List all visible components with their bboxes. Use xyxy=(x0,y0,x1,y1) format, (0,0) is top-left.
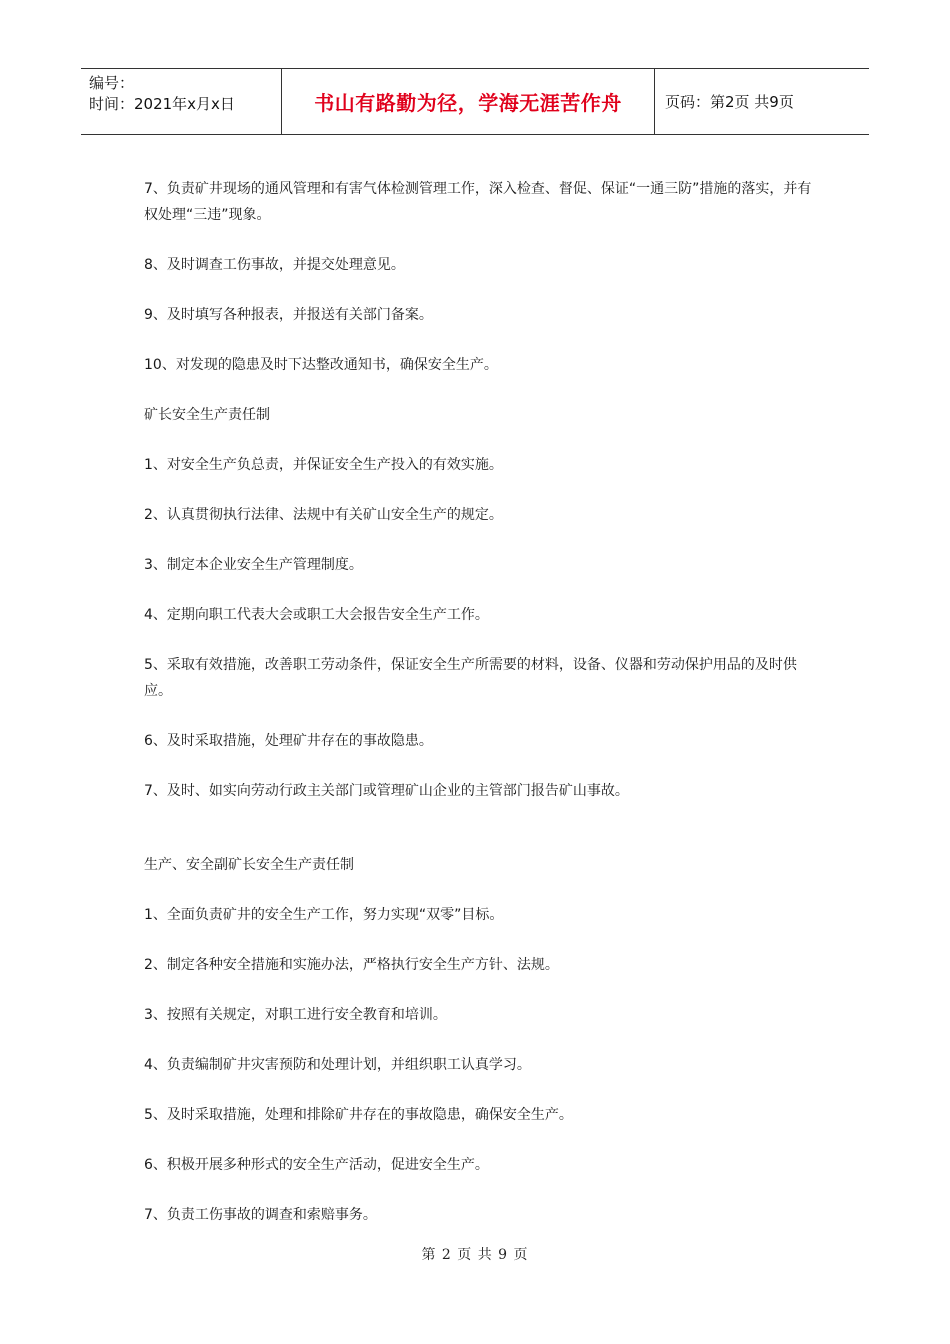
paragraph: 8、及时调查工伤事故，并提交处理意见。 xyxy=(144,257,405,273)
page-header xyxy=(81,68,869,135)
paragraph: 7、负责矿井现场的通风管理和有害气体检测管理工作，深入检查、督促、保证“一通三防”措施的落实，并有权处理“三违”现象。 xyxy=(144,181,812,223)
paragraph: 3、按照有关规定，对职工进行安全教育和培训。 xyxy=(144,1007,447,1023)
section-heading: 生产、安全副矿长安全生产责任制 xyxy=(144,857,354,873)
paragraph: 4、负责编制矿井灾害预防和处理计划，并组织职工认真学习。 xyxy=(144,1057,531,1073)
document-number-label: 编号： xyxy=(89,74,135,92)
header-page-info: 页码：第2页 共9页 xyxy=(665,93,794,111)
header-motto: 书山有路勤为径，学海无涯苦作舟 xyxy=(282,69,655,134)
paragraph: 4、定期向职工代表大会或职工大会报告安全生产工作。 xyxy=(144,607,489,623)
paragraph: 5、采取有效措施，改善职工劳动条件，保证安全生产所需要的材料，设备、仪器和劳动保护用品的及时供应。 xyxy=(144,657,797,699)
paragraph: 7、及时、如实向劳动行政主关部门或管理矿山企业的主管部门报告矿山事故。 xyxy=(144,783,629,799)
page-footer: 第 2 页 共 9 页 xyxy=(421,1247,529,1263)
paragraph: 6、积极开展多种形式的安全生产活动，促进安全生产。 xyxy=(144,1157,489,1173)
section-heading: 矿长安全生产责任制 xyxy=(144,407,270,423)
paragraph: 3、制定本企业安全生产管理制度。 xyxy=(144,557,363,573)
paragraph: 1、全面负责矿井的安全生产工作，努力实现“双零”目标。 xyxy=(144,907,504,923)
paragraph: 9、及时填写各种报表，并报送有关部门备案。 xyxy=(144,307,433,323)
paragraph: 2、认真贯彻执行法律、法规中有关矿山安全生产的规定。 xyxy=(144,507,503,523)
document-time-label: 时间：2021年x月x日 xyxy=(89,95,235,113)
paragraph: 10、对发现的隐患及时下达整改通知书，确保安全生产。 xyxy=(144,357,498,373)
paragraph: 5、及时采取措施，处理和排除矿井存在的事故隐患，确保安全生产。 xyxy=(144,1107,573,1123)
paragraph: 2、制定各种安全措施和实施办法，严格执行安全生产方针、法规。 xyxy=(144,957,559,973)
header-meta xyxy=(81,69,282,134)
paragraph: 6、及时采取措施，处理矿井存在的事故隐患。 xyxy=(144,733,433,749)
paragraph: 1、对安全生产负总责，并保证安全生产投入的有效实施。 xyxy=(144,457,503,473)
document-body xyxy=(144,176,814,1252)
paragraph: 7、负责工伤事故的调查和索赔事务。 xyxy=(144,1207,377,1223)
